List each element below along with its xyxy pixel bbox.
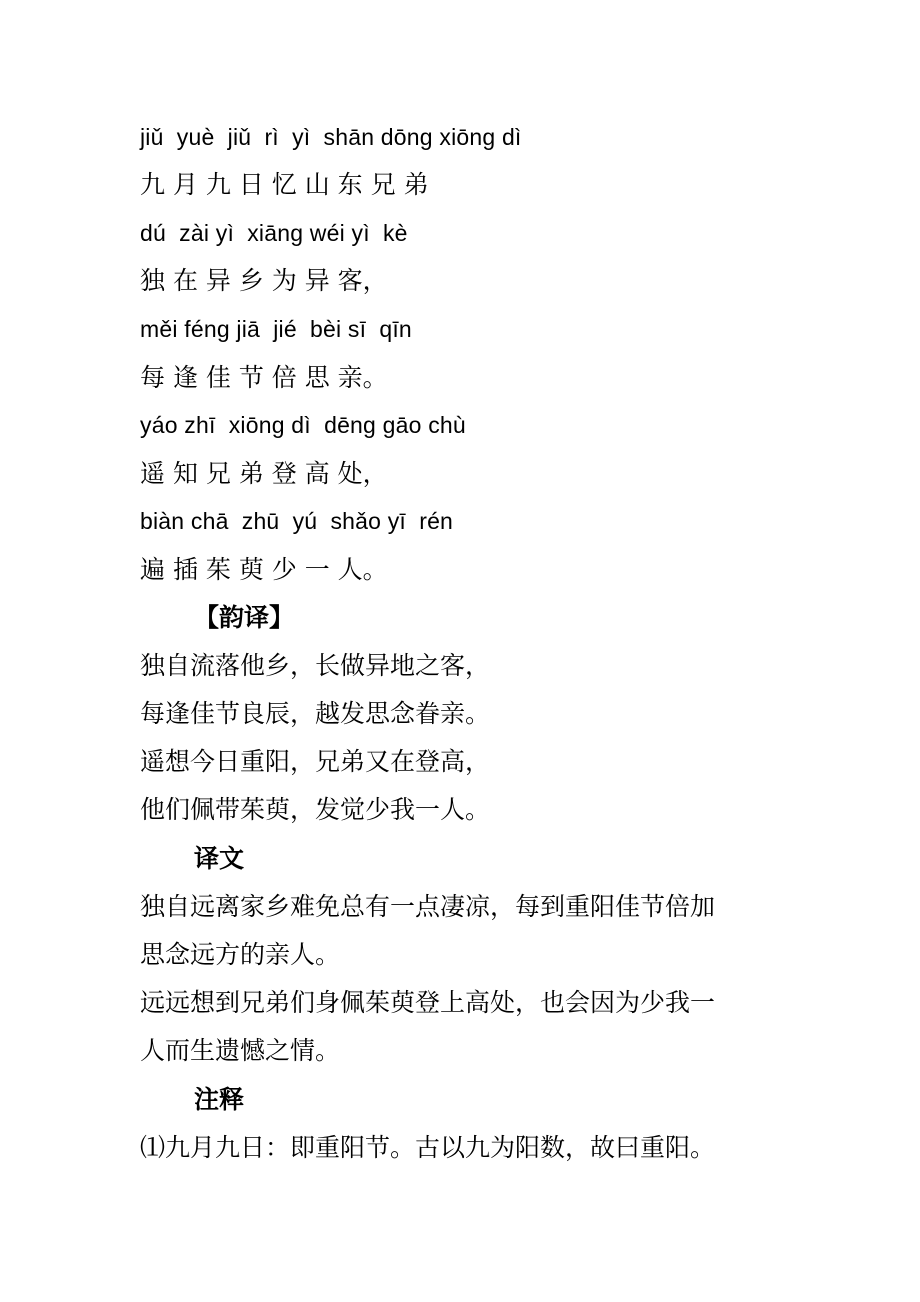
note-line-1: ⑴九月九日：即重阳节。古以九为阳数，故曰重阳。 bbox=[140, 1133, 716, 1162]
rhyme-translation-line-1: 独自流落他乡，长做异地之客， bbox=[140, 651, 491, 680]
translation-line-4: 人而生遗憾之情。 bbox=[140, 1036, 341, 1065]
rhyme-translation-line-4: 他们佩带茱萸，发觉少我一人。 bbox=[140, 795, 491, 824]
translation-line-1: 独自远离家乡难免总有一点凄凉，每到重阳佳节倍加 bbox=[140, 892, 716, 921]
poem-line-4-pinyin: biàn chā zhū yú shǎo yī rén bbox=[140, 508, 454, 534]
rhyme-translation-line-2: 每逢佳节良辰，越发思念眷亲。 bbox=[140, 699, 491, 728]
rhyme-translation-heading: 【韵译】 bbox=[194, 603, 295, 632]
rhyme-translation-line-3: 遥想今日重阳，兄弟又在登高， bbox=[140, 747, 491, 776]
translation-line-2: 思念远方的亲人。 bbox=[140, 940, 341, 969]
poem-line-3-hanzi: 遥 知 兄 弟 登 高 处， bbox=[140, 459, 388, 488]
poem-title-pinyin: jiǔ yuè jiǔ rì yì shān dōng xiōng dì bbox=[140, 124, 522, 150]
poem-line-2-hanzi: 每 逢 佳 节 倍 思 亲。 bbox=[140, 363, 388, 392]
translation-line-3: 远远想到兄弟们身佩茱萸登上高处，也会因为少我一 bbox=[140, 988, 716, 1017]
poem-line-2-pinyin: měi féng jiā jié bèi sī qīn bbox=[140, 316, 412, 342]
notes-heading: 注释 bbox=[194, 1085, 245, 1114]
translation-heading: 译文 bbox=[194, 844, 245, 873]
poem-line-1-hanzi: 独 在 异 乡 为 异 客， bbox=[140, 266, 388, 295]
poem-line-3-pinyin: yáo zhī xiōng dì dēng gāo chù bbox=[140, 412, 466, 438]
poem-line-4-hanzi: 遍 插 茱 萸 少 一 人。 bbox=[140, 555, 388, 584]
poem-title-hanzi: 九 月 九 日 忆 山 东 兄 弟 bbox=[140, 170, 429, 199]
poem-line-1-pinyin: dú zài yì xiāng wéi yì kè bbox=[140, 220, 408, 246]
